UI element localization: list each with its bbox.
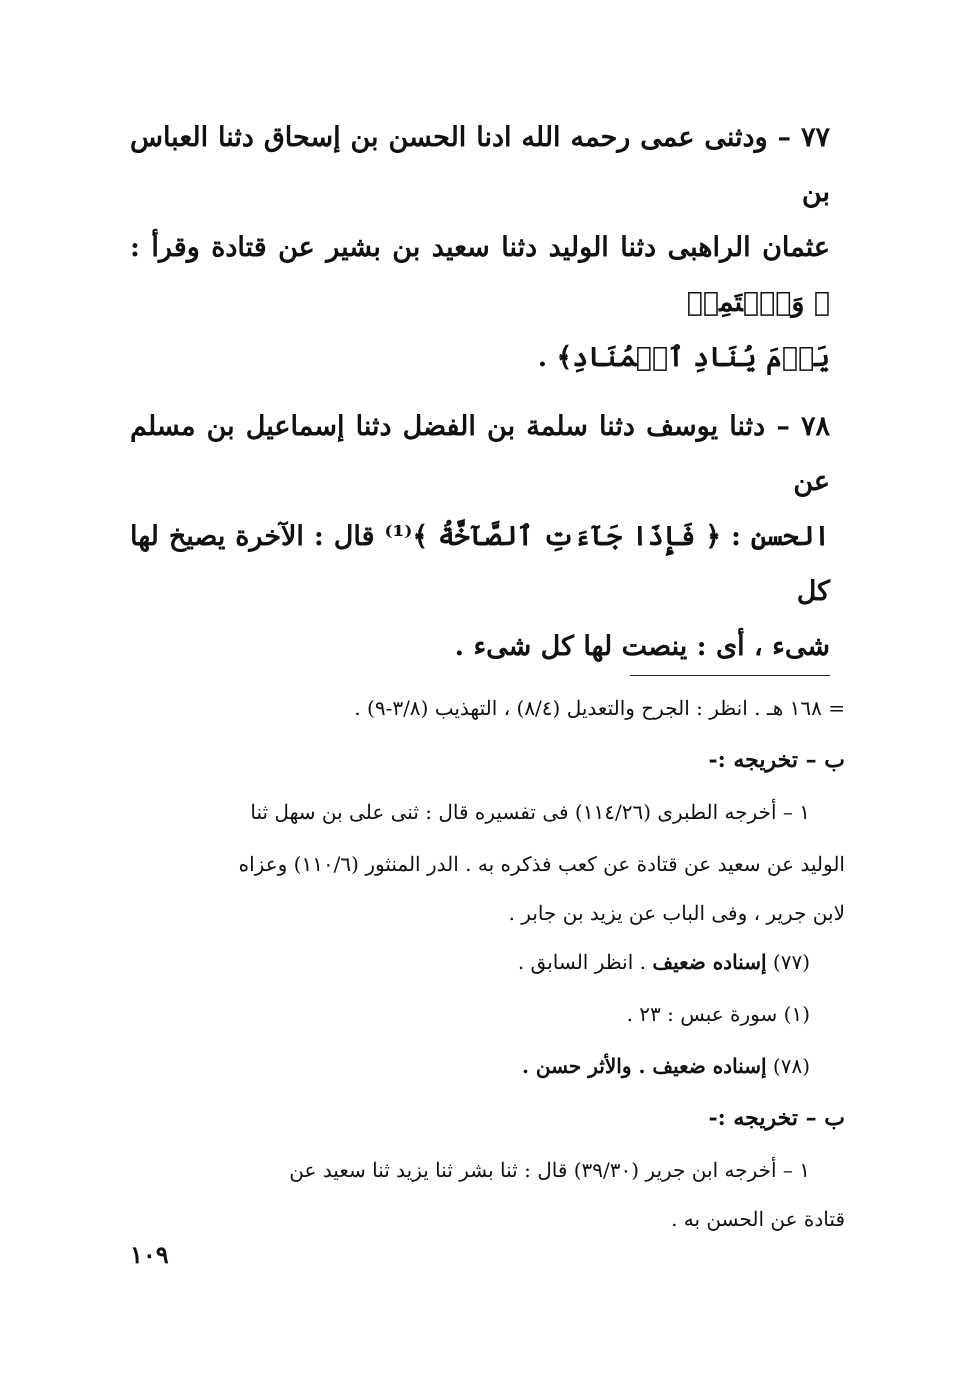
main-text — [130, 110, 830, 688]
takhrij-line: ١ – أخرجه الطبرى (١١٤/٢٦) فى تفسيره قال : ثنى على بن سهل ثنا — [250, 800, 810, 824]
footnote-number: (٧٨) — [772, 1054, 810, 1078]
footnote-separator — [630, 675, 830, 676]
hadith-line: عثمان الراهبى دثنا الوليد دثنا سعيد بن بشير عن قتادة وقرأ : ﴿ وَٱسۡتَمِعۡ — [130, 232, 830, 318]
takhrij-line: قتادة عن الحسن به . — [671, 1207, 845, 1231]
page-number: ١٠٩ — [130, 1240, 169, 1269]
hadith-line: دثنا يوسف دثنا سلمة بن الفضل دثنا إسماعيل بن مسلم عن — [130, 411, 830, 497]
hadith-line: يَوۡمَ يُنَادِ ٱلۡمُنَادِ﴾ . — [537, 342, 830, 373]
grading: إسناده ضعيف . والأثر حسن . — [521, 1054, 767, 1078]
dash: – — [765, 411, 801, 442]
footnote-continuation: = ١٦٨ هـ . انظر : الجرح والتعديل (٨/٤) ، التهذيب (٣/٨-٩) . — [354, 696, 845, 720]
hadith-line: شىء ، أى : ينصت لها كل شىء . — [454, 631, 830, 662]
dash: – — [767, 122, 801, 153]
hadith-line: الحسن : ﴿ فَإِذَا جَآءَتِ ٱلصَّآخَّةُ ﴾⁽¹⁾ قال : الآخرة يصيخ لها كل — [130, 521, 830, 607]
hadith-number: ٧٨ — [800, 411, 830, 442]
hadith-78 — [130, 399, 830, 674]
footnote-text: . انظر السابق . — [517, 950, 646, 974]
takhrij-heading: ب – تخريجه :- — [708, 747, 845, 773]
hadith-number: ٧٧ — [800, 122, 830, 153]
takhrij-line: لابن جرير ، وفى الباب عن يزيد بن جابر . — [508, 901, 845, 925]
footnote-1: (١) سورة عبس : ٢٣ . — [626, 1002, 810, 1026]
grading: إسناده ضعيف — [652, 950, 767, 974]
takhrij-heading: ب – تخريجه :- — [708, 1105, 845, 1131]
takhrij-line: ١ – أخرجه ابن جرير (٣٩/٣٠) قال : ثنا بشر ثنا يزيد ثنا سعيد عن — [289, 1158, 810, 1182]
footnote-78 — [130, 1040, 845, 1092]
takhrij-line: الوليد عن سعيد عن قتادة عن كعب فذكره به . الدر المنثور (١١٠/٦) وعزاه — [238, 852, 845, 876]
footnote-number: (٧٧) — [772, 950, 810, 974]
footnotes — [130, 688, 845, 1242]
hadith-77 — [130, 110, 830, 385]
footnote-77 — [130, 936, 845, 988]
hadith-line: ودثنى عمى رحمه الله ادنا الحسن بن إسحاق دثنا العباس بن — [130, 122, 830, 208]
